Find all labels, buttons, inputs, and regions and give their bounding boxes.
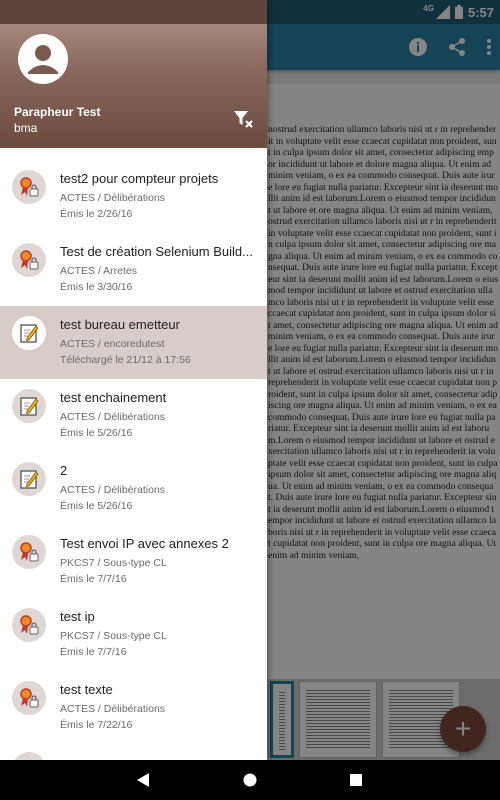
list-item[interactable]	[0, 598, 267, 671]
list-item[interactable]	[0, 525, 267, 598]
back-icon	[136, 772, 150, 788]
item-title: Test envoi IP avec annexes 2	[60, 536, 229, 551]
list-item[interactable]	[0, 306, 267, 379]
edit-document-icon	[12, 389, 46, 423]
item-date: Émis le 5/26/16	[60, 500, 133, 512]
item-date: Téléchargé le 21/12 à 17:56	[60, 354, 191, 366]
item-subtitle: PKCS7 / Sous-type CL	[60, 630, 167, 642]
certificate-lock-icon	[12, 608, 46, 642]
status-time: 5:57	[467, 4, 494, 20]
item-date: Émis le 5/26/16	[60, 427, 133, 439]
item-title: 2	[60, 463, 68, 478]
add-button[interactable]: +	[440, 706, 486, 752]
item-date: Émis le 3/30/16	[60, 281, 133, 293]
item-subtitle: PKCS7 / Sous-type CL	[60, 557, 167, 569]
avatar[interactable]	[18, 34, 68, 84]
list-item[interactable]	[0, 379, 267, 452]
network-type: 4G	[423, 3, 434, 13]
clear-filter-icon[interactable]	[232, 108, 254, 130]
item-subtitle: ACTES / Arretes	[60, 265, 138, 277]
certificate-lock-icon	[12, 681, 46, 715]
certificate-lock-icon	[12, 170, 46, 204]
account-icon	[18, 34, 68, 84]
item-subtitle: ACTES / Délibérations	[60, 703, 166, 715]
certificate-lock-icon	[12, 535, 46, 569]
account-user: bma	[14, 121, 38, 135]
item-title: Test de création Selenium Build...	[60, 244, 253, 259]
item-subtitle: ACTES / Délibérations	[60, 192, 166, 204]
document-text: nostrud exercitation ullamco laboris nisi ut r in reprehenderit in voluptate velit esse ccaecat cupidatat non proident, sunt in culpa ipsum dolor sit amet, consectetur adipiscing empor incididunt ut labore et dolore magna aliqua. Ut enim ad minim veniam, o ex ea commodo consequat. Duis aute irure lore eu fugiat nulla pariatur. Excepteur sint ia deserunt mollit anim id est laborum.Lorem o eiusmod tempor incididunt ut labore et ore magna aliqua. Ut enim ad minim veniam, ostrud exercitation ullamco laboris nisi ut r in reprehenderit in voluptate velit esse ccaecat cupidatat non proident, sunt in culpa ipsum dolor sit amet, consectetur adipiscing ore magna aliqua. Ut enim ad minim veniam, o ex ea commodo consequat. Duis aute irure lore eu fugiat nulla pariatur. Excepteur sint ia deserunt mollit anim id est laborum.Lorem o eiusmod tempor incididunt ut labore et ostrud exercitation ullamco laboris nisi ut r in reprehenderit in voluptate velit esse ccaecat cupidatat non proident, sunt in culpa ipsum dolor sit amet, consectetur adipiscing ore magna aliqua. Ut enim ad minim veniam, o ex ea commodo consequat. Duis aute irure lore eu fugiat nulla pariatur. Excepteur sint ia deserunt mollit anim id est laborum.Lorem o eiusmod tempor incididunt ut labore et ostrud exercitation ullamco laboris nisi ut r in reprehenderit in voluptate velit esse ccaecat cupidatat non proident, sunt in culpa ipsum dolor sit amet, consectetur adipiscing ore magna aliqua. Ut enim ad minim veniam, o ex ea commodo consequat. Duis aute irure lore eu fugiat nulla pariatur. Excepteur sint ia deserunt mollit anim id est laborum.Lorem o eiusmod tempor incididunt ut labore et ostrud exercitation ullamco laboris nisi ut r in reprehenderit in voluptate velit esse ccaecat cupidatat non proident, sunt in culpa ipsum dolor sit amet, consectetur adipiscing ore magna aliqua. Ut enim ad minim veniam, o ex ea commodo consequat. Duis aute irure lore eu fugiat nulla pariatur. Excepteur sint ia deserunt mollit anim id est laborum.Lorem o eiusmod tempor incididunt ut labore et ostrud exercitation ullamco laboris nisi ut r in reprehenderit in voluptate velit esse ccaecat cupidatat non proident, sunt in culpa ore magna aliqua. Ut enim ad minim veniam,	[268, 124, 498, 561]
system-nav-bar	[0, 760, 500, 800]
edit-document-icon	[12, 462, 46, 496]
edit-document-icon	[12, 316, 46, 350]
item-subtitle: ACTES / Délibérations	[60, 411, 166, 423]
list-item[interactable]	[0, 160, 267, 233]
drawer-scrim[interactable]	[267, 0, 500, 760]
item-subtitle: ACTES / encoredutest	[60, 338, 165, 350]
item-title: test ip	[60, 609, 95, 624]
item-title: test texte	[60, 682, 113, 697]
certificate-lock-icon	[12, 752, 46, 760]
drawer-header	[0, 0, 267, 148]
home-button[interactable]	[241, 771, 259, 789]
item-date: Émis le 7/7/16	[60, 573, 127, 585]
drawer-status-overlay	[0, 0, 267, 24]
list-item[interactable]	[0, 671, 267, 744]
recents-button[interactable]	[347, 771, 365, 789]
account-name: Parapheur Test	[14, 105, 101, 119]
item-date: Émis le 7/7/16	[60, 646, 127, 658]
item-title: test2 pour compteur projets	[60, 171, 219, 186]
item-title: test bureau emetteur	[60, 317, 180, 332]
item-date: Émis le 2/26/16	[60, 208, 133, 220]
folder-list	[0, 160, 267, 744]
recents-icon	[349, 773, 363, 787]
item-subtitle: ACTES / Délibérations	[60, 484, 166, 496]
list-item[interactable]	[0, 452, 267, 525]
list-item-partial[interactable]	[0, 744, 267, 760]
certificate-lock-icon	[12, 243, 46, 277]
home-icon	[242, 772, 258, 788]
list-item[interactable]	[0, 233, 267, 306]
item-date: Émis le 7/22/16	[60, 719, 133, 731]
back-button[interactable]	[134, 771, 152, 789]
item-title: test enchainement	[60, 390, 167, 405]
